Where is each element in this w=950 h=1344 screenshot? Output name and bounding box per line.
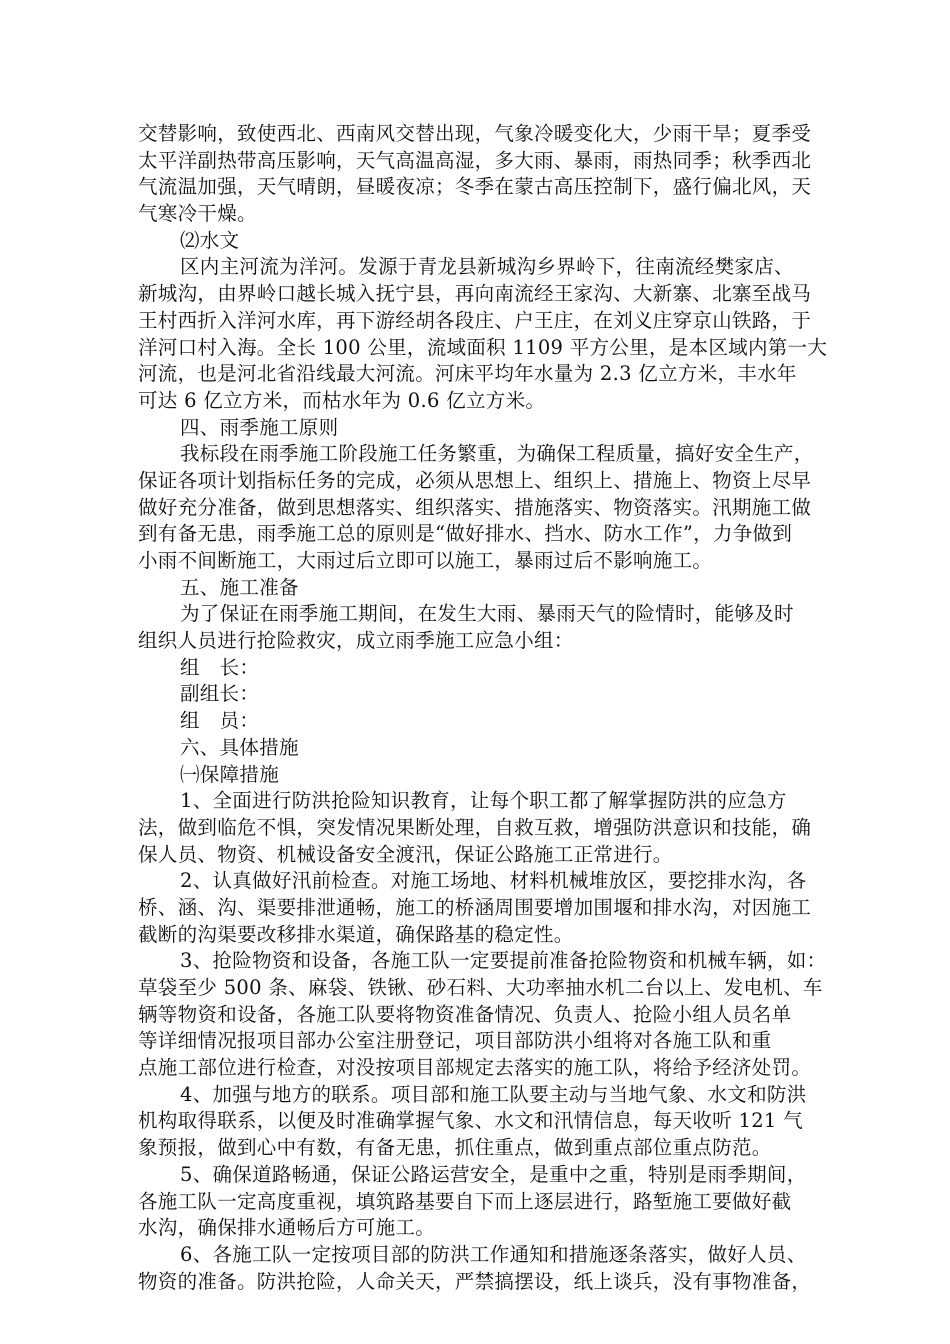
text-line: 保人员、物资、机械设备安全渡汛，保证公路施工正常进行。 [138,842,673,866]
text-line: 新城沟，由界岭口越长城入抚宁县，再向南流经王家沟、大新寨、北寨至战马 [138,282,812,306]
text-line: 副组长： [180,682,260,706]
text-line: 四、雨季施工原则 [180,415,339,439]
text-line: 截断的沟渠要改移排水渠道，确保路基的稳定性。 [138,922,574,946]
text-line: 可达 6 亿立方米，而枯水年为 0.6 亿立方米。 [138,388,546,412]
text-line: 气寒冷干燥。 [138,202,257,226]
text-line: 到有备无患，雨季施工总的原则是“做好排水、挡水、防水工作”，力争做到 [138,522,793,546]
text-line: ⑵水文 [180,228,240,252]
text-line: 辆等物资和设备，各施工队要将物资准备情况、负责人、抢险小组人员名单 [138,1002,792,1026]
text-line: 河流，也是河北省沿线最大河流。河床平均年水量为 2.3 亿立方米，丰水年 [138,362,797,386]
text-line: 组 员： [180,709,260,733]
text-line: 我标段在雨季施工阶段施工任务繁重，为确保工程质量，搞好安全生产， [180,442,814,466]
text-line: 法，做到临危不惧，突发情况果断处理，自救互救，增强防洪意识和技能，确 [138,815,812,839]
text-line: 2、认真做好汛前检查。对施工场地、材料机械堆放区，要挖排水沟，各 [180,869,807,893]
text-line: 等详细情况报项目部办公室注册登记，项目部防洪小组将对各施工队和重 [138,1029,772,1053]
text-line: 组 长： [180,655,260,679]
text-line: 太平洋副热带高压影响，天气高温高湿，多大雨、暴雨，雨热同季；秋季西北 [138,148,812,172]
text-line: 交替影响，致使西北、西南风交替出现，气象冷暖变化大，少雨干旱；夏季受 [138,122,812,145]
text-line: 5、确保道路畅通，保证公路运营安全，是重中之重，特别是雨季期间， [180,1162,807,1186]
text-line: 4、加强与地方的联系。项目部和施工队要主动与当地气象、水文和防洪 [180,1082,807,1106]
text-line: 六、具体措施 [180,735,299,759]
text-line: 保证各项计划指标任务的完成，必须从思想上、组织上、措施上、物资上尽早 [138,468,812,492]
text-line: 点施工部位进行检查，对没按项目部规定去落实的施工队，将给予经济处罚。 [138,1056,812,1080]
text-line: ㈠保障措施 [180,762,280,786]
text-line: 气流温加强，天气晴朗，昼暖夜凉；冬季在蒙古高压控制下，盛行偏北风，天 [138,175,812,199]
text-line: 3、抢险物资和设备，各施工队一定要提前准备抢险物资和机械车辆，如： [180,949,827,973]
text-line: 草袋至少 500 条、麻袋、铁锹、砂石料、大功率抽水机二台以上、发电机、车 [138,976,823,999]
text-line: 物资的准备。防洪抢险，人命关天，严禁搞摆设，纸上谈兵，没有事物准备， [138,1269,812,1293]
text-line: 桥、涵、沟、渠要排泄通畅，施工的桥涵周围要增加围堰和排水沟，对因施工 [138,895,812,919]
text-line: 水沟，确保排水通畅后方可施工。 [138,1216,436,1240]
text-line: 组织人员进行抢险救灾，成立雨季施工应急小组： [138,629,574,653]
text-line: 机构取得联系，以便及时准确掌握气象、水文和汛情信息，每天收听 121 气 [138,1109,803,1133]
document-body [138,121,828,1295]
text-line: 小雨不间断施工，大雨过后立即可以施工，暴雨过后不影响施工。 [138,549,713,572]
text-line: 象预报，做到心中有数，有备无患，抓住重点，做到重点部位重点防范。 [138,1136,772,1160]
text-line: 为了保证在雨季施工期间，在发生大雨、暴雨天气的险情时，能够及时 [180,602,794,626]
text-line: 6、各施工队一定按项目部的防洪工作通知和措施逐条落实，做好人员、 [180,1242,807,1266]
text-line: 五、施工准备 [180,575,299,599]
text-line: 洋河口村入海。全长 100 公里，流域面积 1109 平方公里，是本区域内第一大 [138,335,828,359]
text-line: 做好充分准备，做到思想落实、组织落实、措施落实、物资落实。汛期施工做 [138,495,812,519]
text-line: 区内主河流为洋河。发源于青龙县新城沟乡界岭下，往南流经樊家店、 [180,255,794,279]
text-line: 各施工队一定高度重视，填筑路基要自下而上逐层进行，路堑施工要做好截 [138,1189,792,1213]
text-line: 王村西折入洋河水库，再下游经胡各段庄、户王庄，在刘义庄穿京山铁路，于 [138,308,812,332]
text-line: 1、全面进行防洪抢险知识教育，让每个职工都了解掌握防洪的应急方 [180,789,787,813]
